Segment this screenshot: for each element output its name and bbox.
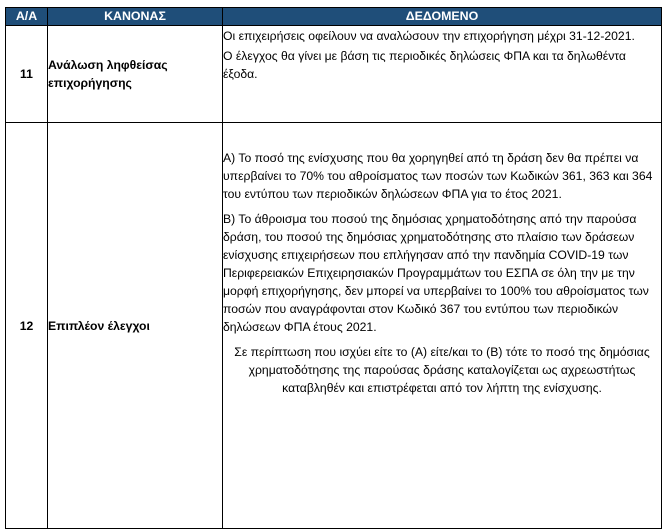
table-header-row <box>6 8 662 26</box>
data-paragraph: Β) Το άθροισμα του ποσού της δημόσιας χρηματοδότησης από την παρούσα δράση, του ποσού της δημόσιας χρηματοδότησης στο πλαίσιο των δράσεων ενίσχυσης επιχειρήσεων που επλήγησαν από την πανδημία COVID-19 των Περιφερειακών Επιχειρησιακών Προγραμμάτων του ΕΣΠΑ σε όλη την με την μορφή επιχορήγησης, δεν μπορεί να υπερβαίνει το 100% του αθροίσματος των ποσών που αναγράφονται στον Κωδικό 367 του εντύπου των περιοδικών δηλώσεων ΦΠΑ έτους 2021. <box>223 212 649 334</box>
data-paragraph: Α) Το ποσό της ενίσχυσης που θα χορηγηθεί από τη δράση δεν θα πρέπει να υπερβαίνει το 70% του αθροίσματος των ποσών των Κωδικών 361, 363 και 364 του εντύπου των περιοδικών δηλώσεων ΦΠΑ για το έτος 2021. <box>223 151 653 201</box>
header-rule: ΚΑΝΟΝΑΣ <box>48 8 223 26</box>
data-paragraph: Οι επιχειρήσεις οφείλουν να αναλώσουν την επιχορήγηση μέχρι 31-12-2021. <box>223 29 635 43</box>
rule-data <box>223 123 662 529</box>
rule-data <box>223 26 662 123</box>
table-row-11 <box>6 26 662 123</box>
rule-name: Ανάλωση ληφθείσας επιχορήγησης <box>48 26 223 123</box>
rule-name: Επιπλέον έλεγχοι <box>48 123 223 529</box>
data-paragraph: Σε περίπτωση που ισχύει είτε το (Α) είτε/και το (Β) τότε το ποσό της δημόσιας χρηματοδότησης της παρούσας δράσης καταλογίζεται ως αχρεωστήτως καταβληθέν και επιστρέφεται από τον λήπτη της ενίσχυσης. <box>234 345 650 395</box>
row-number: 12 <box>6 123 48 529</box>
header-data: ΔΕΔΟΜΕΝΟ <box>223 8 662 26</box>
table-row-12 <box>6 123 662 529</box>
header-aa: Α/Α <box>6 8 48 26</box>
data-paragraph: Ο έλεγχος θα γίνει με βάση τις περιοδικές δηλώσεις ΦΠΑ και τα δηλωθέντα έξοδα. <box>223 49 626 81</box>
row-number: 11 <box>6 26 48 123</box>
rules-table <box>5 7 662 529</box>
